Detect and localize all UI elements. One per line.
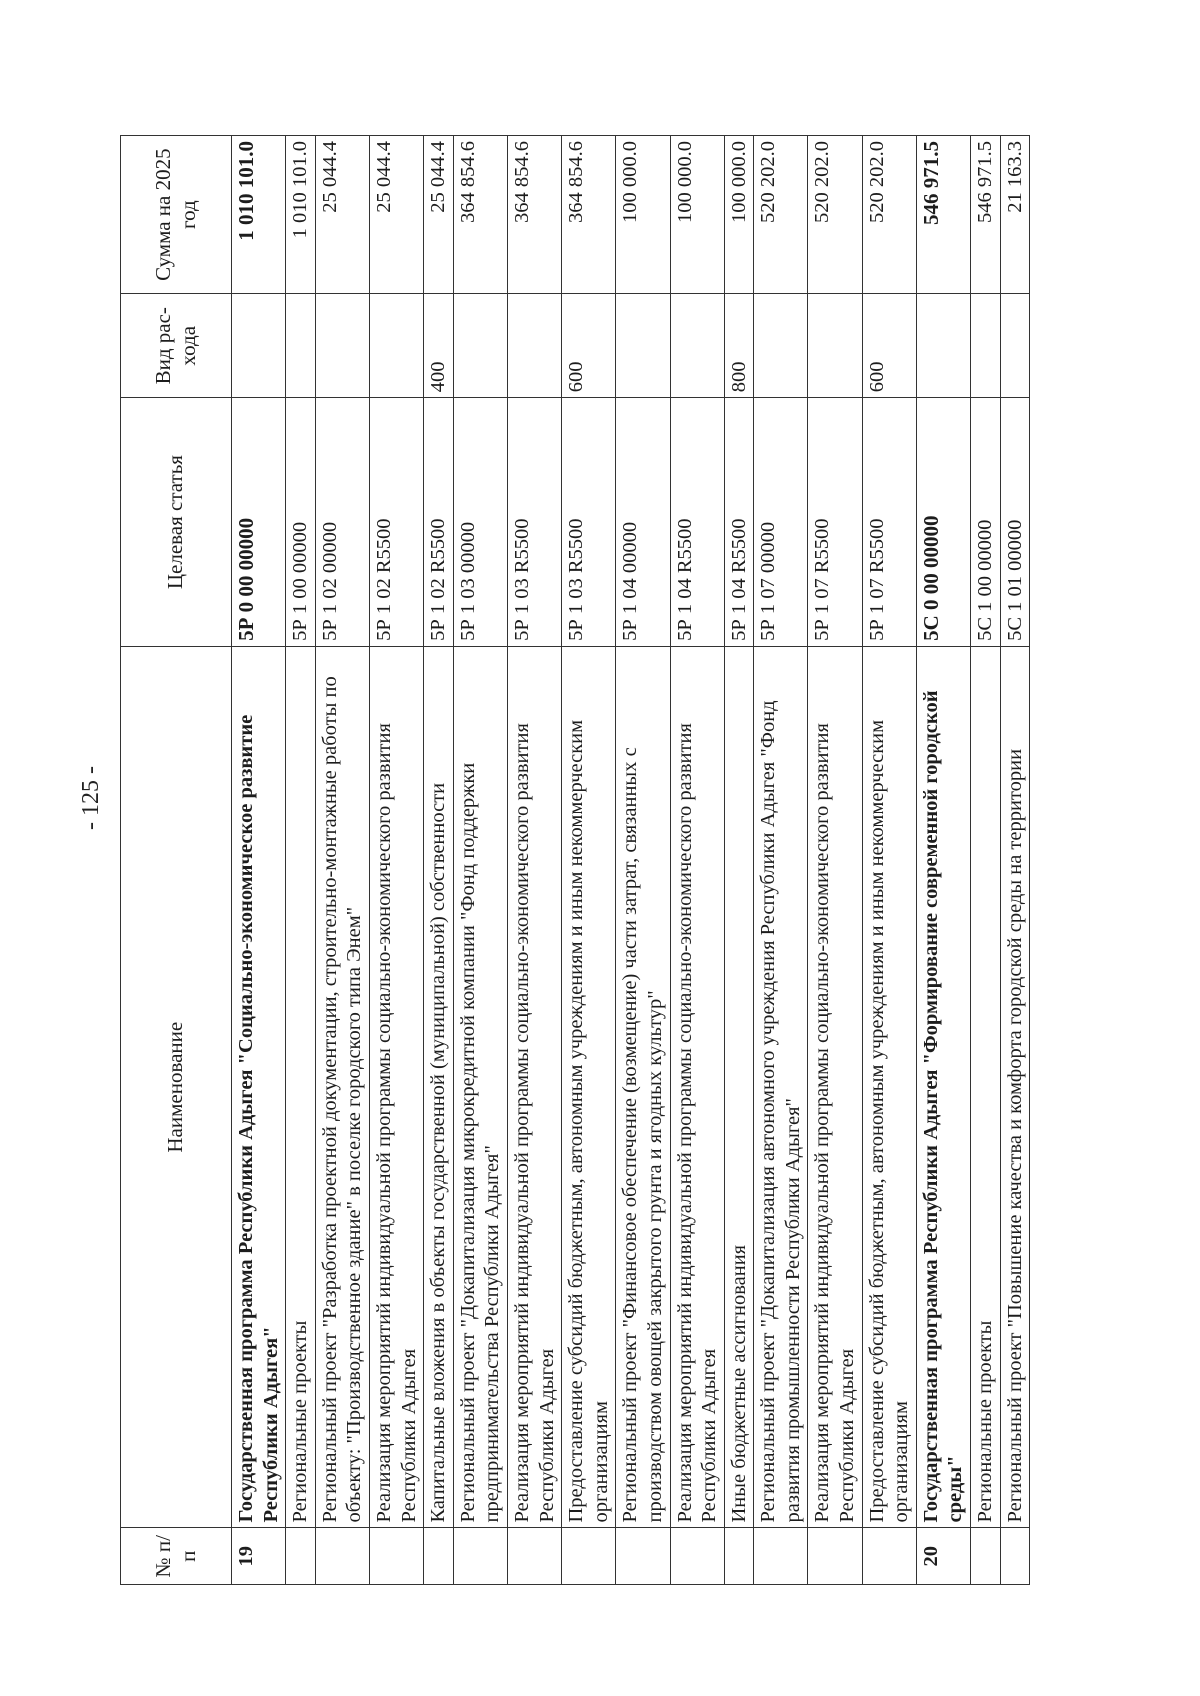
row-name: Региональные проекты — [971, 646, 1001, 1528]
row-name: Реализация мероприятий индивидуальной программы социально-экономического развития Республики Адыгея — [808, 646, 862, 1528]
row-expense-type — [1000, 294, 1030, 398]
row-number: 20 — [916, 1528, 970, 1585]
table-row — [916, 136, 970, 1585]
table-row — [424, 136, 454, 1585]
table-row — [507, 136, 561, 1585]
row-amount: 364 854.6 — [453, 136, 507, 294]
row-name: Предоставление субсидий бюджетным, автономным учреждениям и иным некоммерческим организациям — [862, 646, 916, 1528]
row-number — [862, 1528, 916, 1585]
row-amount: 364 854.6 — [562, 136, 616, 294]
row-target-code: 5Р 1 07 R5500 — [862, 398, 916, 647]
row-name: Региональный проект "Докапитализация микрокредитной компании "Фонд поддержки предпринимательства Республики Адыгея" — [453, 646, 507, 1528]
row-expense-type — [754, 294, 808, 398]
row-target-code: 5Р 1 00 00000 — [286, 398, 316, 647]
row-expense-type — [670, 294, 724, 398]
row-number — [507, 1528, 561, 1585]
row-number — [971, 1528, 1001, 1585]
row-number — [286, 1528, 316, 1585]
row-target-code: 5С 1 00 00000 — [971, 398, 1001, 647]
row-amount: 25 044.4 — [369, 136, 423, 294]
row-expense-type: 600 — [862, 294, 916, 398]
row-number — [562, 1528, 616, 1585]
row-amount: 21 163.3 — [1000, 136, 1030, 294]
row-number — [1000, 1528, 1030, 1585]
row-name: Региональный проект "Повышение качества и комфорта городской среды на территории — [1000, 646, 1030, 1528]
row-expense-type: 400 — [424, 294, 454, 398]
row-amount: 25 044.4 — [424, 136, 454, 294]
row-target-code: 5Р 1 02 R5500 — [424, 398, 454, 647]
table-row — [862, 136, 916, 1585]
table-row — [616, 136, 670, 1585]
table-row — [670, 136, 724, 1585]
row-expense-type — [369, 294, 423, 398]
table-row — [808, 136, 862, 1585]
row-amount: 364 854.6 — [507, 136, 561, 294]
row-expense-type — [315, 294, 369, 398]
table-row — [562, 136, 616, 1585]
row-amount: 520 202.0 — [862, 136, 916, 294]
page-number: - 125 - — [78, 766, 104, 830]
row-number: 19 — [232, 1528, 286, 1585]
row-target-code: 5Р 1 03 R5500 — [507, 398, 561, 647]
budget-table — [120, 135, 1030, 1585]
row-target-code: 5Р 1 04 00000 — [616, 398, 670, 647]
table-row — [1000, 136, 1030, 1585]
row-name: Региональный проект "Разработка проектной документации, строительно-монтажные работы по объекту: "Производственное здание" в поселке городского типа Энем" — [315, 646, 369, 1528]
row-name: Региональные проекты — [286, 646, 316, 1528]
row-amount: 100 000.0 — [670, 136, 724, 294]
row-name: Региональный проект "Финансовое обеспечение (возмещение) части затрат, связанных с производством овощей закрытого грунта и ягодных культур" — [616, 646, 670, 1528]
table-row — [232, 136, 286, 1585]
row-expense-type: 600 — [562, 294, 616, 398]
row-name: Реализация мероприятий индивидуальной программы социально-экономического развития Республики Адыгея — [507, 646, 561, 1528]
row-amount: 520 202.0 — [808, 136, 862, 294]
row-name: Предоставление субсидий бюджетным, автономным учреждениям и иным некоммерческим организациям — [562, 646, 616, 1528]
row-amount: 100 000.0 — [724, 136, 754, 294]
row-expense-type — [616, 294, 670, 398]
row-target-code: 5Р 1 07 00000 — [754, 398, 808, 647]
row-amount: 100 000.0 — [616, 136, 670, 294]
header-num: № п/п — [121, 1528, 232, 1585]
row-expense-type — [971, 294, 1001, 398]
row-target-code: 5Р 1 04 R5500 — [670, 398, 724, 647]
row-number — [724, 1528, 754, 1585]
row-target-code: 5Р 0 00 00000 — [232, 398, 286, 647]
row-number — [808, 1528, 862, 1585]
table-row — [754, 136, 808, 1585]
table-row — [286, 136, 316, 1585]
row-target-code: 5С 0 00 00000 — [916, 398, 970, 647]
row-target-code: 5Р 1 07 R5500 — [808, 398, 862, 647]
row-target-code: 5С 1 01 00000 — [1000, 398, 1030, 647]
row-name: Региональный проект "Докапитализация автономного учреждения Республики Адыгея "Фонд развития промышленности Республики Адыгея" — [754, 646, 808, 1528]
row-number — [453, 1528, 507, 1585]
row-name: Капитальные вложения в объекты государственной (муниципальной) собственности — [424, 646, 454, 1528]
row-target-code: 5Р 1 03 R5500 — [562, 398, 616, 647]
table-header-row — [121, 136, 232, 1585]
row-amount: 546 971.5 — [916, 136, 970, 294]
table-row — [453, 136, 507, 1585]
row-expense-type — [916, 294, 970, 398]
row-amount: 1 010 101.0 — [232, 136, 286, 294]
row-name: Иные бюджетные ассигнования — [724, 646, 754, 1528]
header-name: Наименование — [121, 646, 232, 1528]
row-amount: 25 044.4 — [315, 136, 369, 294]
row-target-code: 5Р 1 03 00000 — [453, 398, 507, 647]
row-number — [754, 1528, 808, 1585]
row-name: Реализация мероприятий индивидуальной программы социально-экономического развития Республики Адыгея — [369, 646, 423, 1528]
table-row — [315, 136, 369, 1585]
row-name: Государственная программа Республики Адыгея "Социально-экономическое развитие Республики Адыгея" — [232, 646, 286, 1528]
row-amount: 546 971.5 — [971, 136, 1001, 294]
row-expense-type — [453, 294, 507, 398]
header-expense: Вид рас-хода — [121, 294, 232, 398]
header-amount: Сумма на 2025 год — [121, 136, 232, 294]
row-amount: 520 202.0 — [754, 136, 808, 294]
row-target-code: 5Р 1 02 00000 — [315, 398, 369, 647]
table-row — [369, 136, 423, 1585]
row-expense-type — [232, 294, 286, 398]
row-number — [616, 1528, 670, 1585]
row-expense-type — [286, 294, 316, 398]
row-number — [369, 1528, 423, 1585]
header-target: Целевая статья — [121, 398, 232, 647]
row-expense-type — [507, 294, 561, 398]
row-name: Реализация мероприятий индивидуальной программы социально-экономического развития Республики Адыгея — [670, 646, 724, 1528]
row-number — [670, 1528, 724, 1585]
row-number — [315, 1528, 369, 1585]
table-row — [724, 136, 754, 1585]
row-amount: 1 010 101.0 — [286, 136, 316, 294]
row-target-code: 5Р 1 04 R5500 — [724, 398, 754, 647]
table-body — [232, 136, 1030, 1585]
row-expense-type: 800 — [724, 294, 754, 398]
row-number — [424, 1528, 454, 1585]
row-target-code: 5Р 1 02 R5500 — [369, 398, 423, 647]
row-name: Государственная программа Республики Адыгея "Формирование современной городской среды" — [916, 646, 970, 1528]
row-expense-type — [808, 294, 862, 398]
budget-table-sheet — [120, 135, 1080, 1585]
table-row — [971, 136, 1001, 1585]
